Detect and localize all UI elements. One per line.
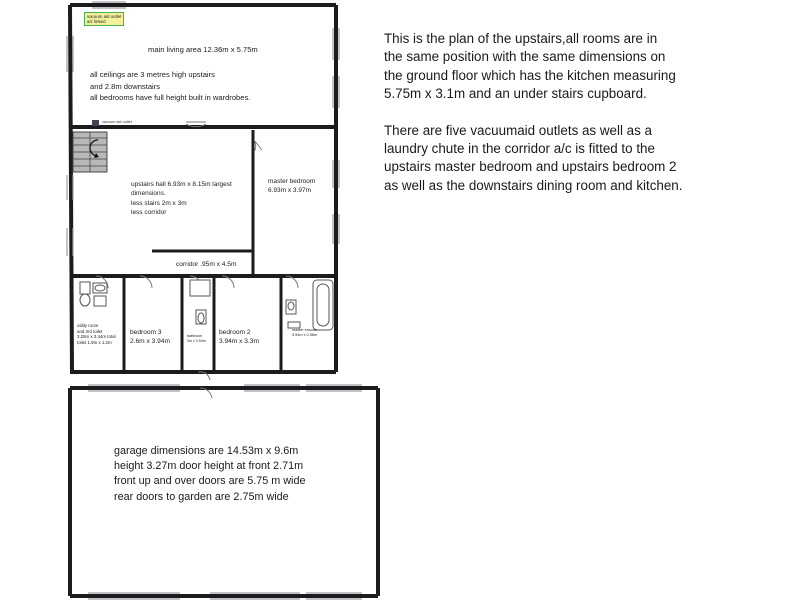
sticker-line-2: a/c linked [87, 19, 106, 24]
description-paragraph-2 [384, 122, 794, 196]
desc-p2-line-2: laundry chute in the corridor a/c is fitted to the [384, 141, 655, 157]
desc-p1-line-3: the ground floor which has the kitchen measuring [384, 67, 676, 83]
bedroom2-line-1: bedroom 2 [219, 329, 251, 336]
utility-line-2: and 3rd toilet [77, 328, 103, 334]
ceiling-note-line-1: all ceilings are 3 metres high upstairs [90, 70, 215, 79]
hall-line-2: dimensions. [131, 190, 166, 198]
master-line-1: master bedroom [268, 178, 316, 185]
desc-p1-line-4: 5.75m x 3.1m and an under stairs cupboard. [384, 86, 647, 102]
ceiling-note-line-3: all bedrooms have full height built in wardrobes. [90, 93, 251, 102]
desc-p1-line-1: This is the plan of the upstairs,all rooms are in [384, 31, 658, 46]
garage-line-3: front up and over doors are 5.75 m wide [114, 475, 306, 488]
bedroom2-label [219, 328, 259, 347]
desc-p1-line-2: the same position with the same dimensions on [384, 49, 666, 65]
garage-line-4: rear doors to garden are 2.75m wide [114, 490, 289, 503]
hall-line-3: less stairs 2m x 3m [131, 199, 187, 207]
description-paragraph-1 [384, 30, 794, 104]
utility-line-3: 3.25m x 3.44m total [77, 334, 116, 340]
desc-p2-line-3: upstairs master bedroom and upstairs bedroom 2 [384, 159, 677, 175]
bathroom-line-2: 2m x 3.94m [187, 338, 206, 343]
upstairs-hall-label [131, 180, 232, 217]
bedroom2-line-2: 3.94m x 3.3m [219, 338, 259, 346]
utility-line-4: toilet 1.9m x 1.2m [77, 339, 112, 345]
hall-line-4: less corridor [131, 208, 167, 216]
bathroom-label [187, 334, 206, 343]
ceiling-note [90, 69, 250, 104]
ensuite-line-2: 3.94m x 2.58m [292, 333, 318, 337]
small-outlet-label: vacuum aid outlet [102, 120, 132, 124]
bathroom-line-1: bathroom [187, 334, 203, 338]
desc-p2-line-4: as well as the downstairs dining room and kitchen. [384, 177, 683, 193]
master-bedroom-label [268, 177, 315, 196]
garage-line-2: height 3.27m door height at front 2.71m [114, 460, 304, 473]
garage-line-1: garage dimensions are 14.53m x 9.6m [114, 445, 299, 457]
plan-description [384, 30, 794, 213]
ensuite-label [292, 328, 317, 338]
bedroom3-line-1: bedroom 3 [130, 329, 162, 336]
utility-room-label [77, 323, 116, 345]
master-line-2: 6.93m x 3.97m [268, 187, 311, 195]
bedroom3-label [130, 328, 170, 347]
ceiling-note-line-2: and 2.8m downstairs [90, 81, 161, 91]
hall-line-1: upstairs hall 6.93m x 8.15m largest [131, 181, 232, 188]
garage-description [114, 444, 305, 505]
corridor-label: corridor .95m x 4.5m [176, 261, 237, 268]
fixtures [80, 280, 333, 330]
bedroom3-line-2: 2.6m x 3.94m [130, 338, 170, 346]
ensuite-line-1: master ensuite [292, 328, 317, 332]
desc-p2-line-1: There are five vacuumaid outlets as well as a [384, 122, 652, 138]
vacuum-outlet-sticker [84, 12, 124, 26]
main-living-title: main living area 12.36m x 5.75m [148, 45, 258, 54]
sticker-line-1: vacuum aid outlet [87, 14, 122, 19]
utility-line-1: utility room [77, 323, 99, 328]
